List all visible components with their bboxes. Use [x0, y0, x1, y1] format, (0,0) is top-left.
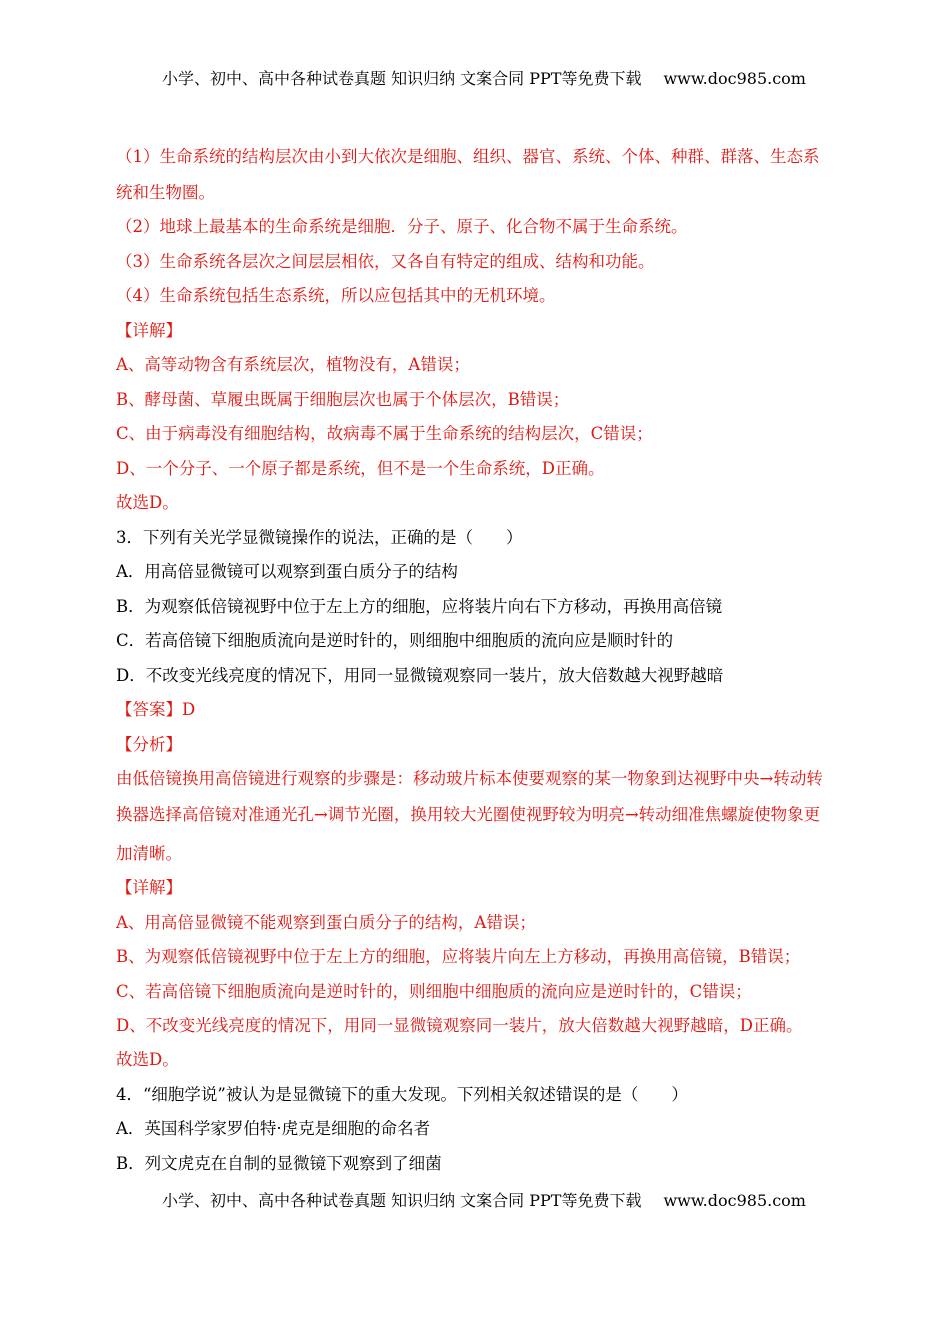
analysis-text-2: 换器选择高倍镜对准通光孔→调节光圈，换用较大光圈使视野较为明亮→转动细准焦螺旋使物象更 [116, 805, 821, 824]
question-3-option-d: D．不改变光线亮度的情况下，用同一显微镜观察同一装片，放大倍数越大视野越暗 [116, 666, 724, 685]
detail-heading: 【详解】 [116, 321, 182, 340]
footer-site: www.doc985.com [663, 1191, 806, 1210]
header-site: www.doc985.com [663, 69, 806, 88]
answer-choice: 故选D。 [116, 493, 179, 512]
question-3-option-c: C．若高倍镜下细胞质流向是逆时针的，则细胞中细胞质的流向应是顺时针的 [116, 631, 674, 650]
question-4-option-a: A．英国科学家罗伯特·虎克是细胞的命名者 [116, 1119, 431, 1138]
analysis-line-4: （3）生命系统各层次之间层层相依，又各自有特定的组成、结构和功能。 [116, 252, 655, 271]
analysis-line-3: （2）地球上最基本的生命系统是细胞．分子、原子、化合物不属于生命系统。 [116, 217, 688, 236]
detail-d-2: D、不改变光线亮度的情况下，用同一显微镜观察同一装片，放大倍数越大视野越暗，D正确。 [116, 1016, 803, 1035]
analysis-heading: 【分析】 [116, 735, 182, 754]
detail-d: D、一个分子、一个原子都是系统，但不是一个生命系统，D正确。 [116, 459, 605, 478]
detail-b-2: B、为观察低倍镜视野中位于左上方的细胞，应将装片向左上方移动，再换用高倍镜，B错误； [116, 947, 801, 966]
answer-line: 【答案】D [116, 700, 196, 719]
detail-c: C、由于病毒没有细胞结构，故病毒不属于生命系统的结构层次，C错误； [116, 424, 653, 443]
page-footer [162, 1190, 806, 1212]
detail-heading-2: 【详解】 [116, 878, 182, 897]
analysis-line-1: （1）生命系统的结构层次由小到大依次是细胞、组织、器官、系统、个体、种群、群落、生态系 [116, 147, 820, 166]
page-header [162, 68, 806, 90]
question-4-option-b: B．列文虎克在自制的显微镜下观察到了细菌 [116, 1154, 442, 1173]
detail-a: A、高等动物含有系统层次，植物没有，A错误； [116, 355, 470, 374]
footer-text: 小学、初中、高中各种试卷真题 知识归纳 文案合同 PPT等免费下载 [162, 1191, 642, 1210]
detail-b: B、酵母菌、草履虫既属于细胞层次也属于个体层次，B错误； [116, 390, 570, 409]
analysis-line-2: 统和生物圈。 [116, 183, 215, 202]
question-3-option-a: A．用高倍显微镜可以观察到蛋白质分子的结构 [116, 562, 458, 581]
detail-c-2: C、若高倍镜下细胞质流向是逆时针的，则细胞中细胞质的流向应是逆时针的，C错误； [116, 982, 752, 1001]
header-text: 小学、初中、高中各种试卷真题 知识归纳 文案合同 PPT等免费下载 [162, 69, 642, 88]
question-4-stem: 4．“细胞学说”被认为是显微镜下的重大发现。下列相关叙述错误的是（ ） [116, 1085, 688, 1104]
question-3-option-b: B．为观察低倍镜视野中位于左上方的细胞，应将装片向右下方移动，再换用高倍镜 [116, 597, 723, 616]
analysis-line-5: （4）生命系统包括生态系统，所以应包括其中的无机环境。 [116, 286, 556, 305]
analysis-text-3: 加清晰。 [116, 844, 182, 863]
answer-choice-2: 故选D。 [116, 1050, 179, 1069]
analysis-text-1: 由低倍镜换用高倍镜进行观察的步骤是：移动玻片标本使要观察的某一物象到达视野中央→转动转 [116, 769, 823, 788]
detail-a-2: A、用高倍显微镜不能观察到蛋白质分子的结构，A错误； [116, 913, 536, 932]
question-3-stem: 3．下列有关光学显微镜操作的说法，正确的是（ ） [116, 528, 523, 547]
